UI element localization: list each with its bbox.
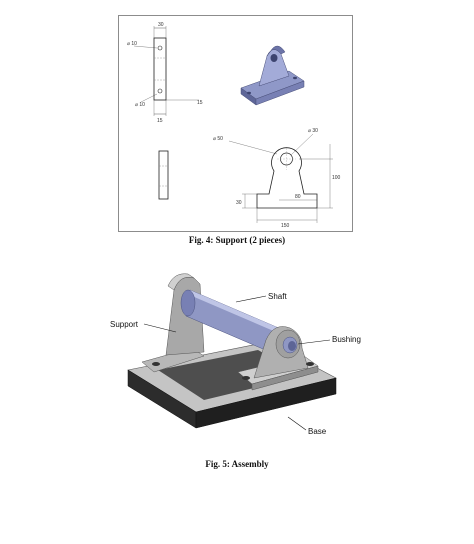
support-drawing-svg bbox=[119, 16, 354, 233]
dim-total-width: 150 bbox=[281, 223, 290, 229]
bushing bbox=[283, 337, 297, 353]
support-3d-view bbox=[241, 46, 304, 105]
dim-total-height: 100 bbox=[332, 175, 341, 181]
dim-inner-span: 80 bbox=[295, 194, 301, 200]
dim-side-offset: 15 bbox=[197, 100, 203, 106]
dim-hole-bottom: ⌀ 10 bbox=[135, 102, 145, 108]
base-label: Base bbox=[308, 427, 327, 436]
dim-outer-radius: ⌀ 50 bbox=[213, 136, 223, 142]
shaft-leader bbox=[236, 296, 266, 302]
assembly-drawing-svg bbox=[108, 260, 368, 445]
dim-top-width: 30 bbox=[158, 22, 164, 28]
dim-bottom-width: 15 bbox=[157, 118, 163, 124]
base-plate bbox=[128, 342, 336, 428]
bushing-leader bbox=[298, 340, 330, 344]
figure-4-drawing bbox=[118, 15, 353, 232]
dim-hole-top: ⌀ 10 bbox=[127, 41, 137, 47]
dim-base-height: 30 bbox=[236, 200, 242, 206]
support-label: Support bbox=[110, 320, 139, 329]
shaft-label: Shaft bbox=[268, 292, 287, 301]
end-view bbox=[159, 151, 168, 199]
figure-4-caption: Fig. 4: Support (2 pieces) bbox=[188, 235, 286, 245]
bushing-label: Bushing bbox=[332, 335, 361, 344]
support-back bbox=[142, 274, 204, 372]
front-view bbox=[229, 134, 333, 223]
base-leader bbox=[288, 417, 306, 430]
dim-big-hole: ⌀ 30 bbox=[308, 128, 318, 134]
figure-5-caption: Fig. 5: Assembly bbox=[205, 459, 269, 469]
